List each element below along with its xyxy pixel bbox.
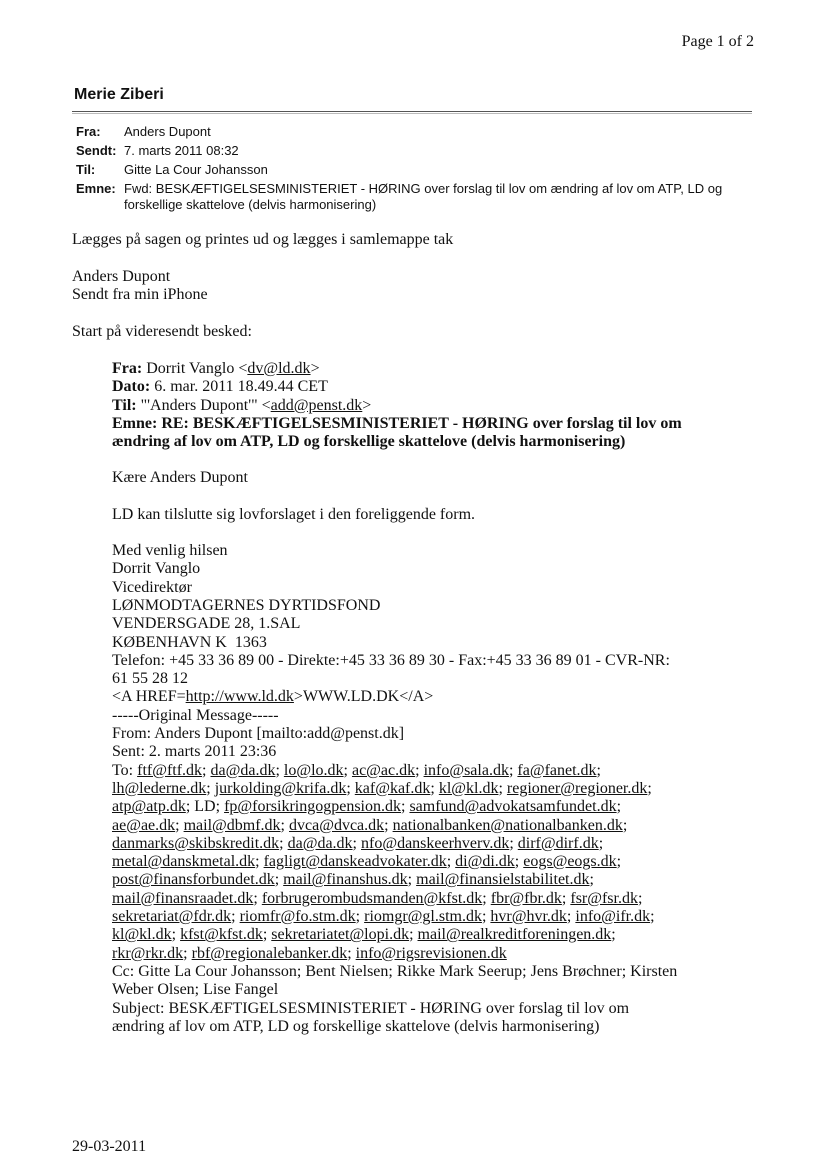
- recipient-email-link[interactable]: kl@kl.dk: [438, 779, 499, 797]
- fwd-from-name: Dorrit Vanglo <: [146, 360, 248, 377]
- fwd-message: LD kan tilslutte sig lovforslaget i den foreliggende form.: [112, 505, 476, 523]
- from-value: Anders Dupont: [124, 124, 211, 139]
- fwd-from-email-link[interactable]: dv@ld.dk: [247, 360, 311, 377]
- recipient-email-link[interactable]: da@da.dk: [210, 761, 276, 779]
- fwd-signature-phone: Telefon: +45 33 36 89 00 - Direkte:+45 33 36 89 30 - Fax:+45 33 36 89 01 - CVR-NR: 61 55 28 12: [112, 651, 670, 688]
- recipient-email-link[interactable]: info@ifr.dk: [575, 908, 651, 926]
- recipient-email-link[interactable]: mail@realkreditforeningen.dk: [417, 926, 612, 944]
- original-from: From: Anders Dupont [mailto:add@penst.dk]: [112, 725, 405, 743]
- signature-name: Anders Dupont: [72, 267, 171, 285]
- fwd-subject-label: Emne:: [112, 414, 158, 432]
- recipient-email-link[interactable]: dvca@dvca.dk: [289, 816, 385, 834]
- fwd-signature-street: VENDERSGADE 28, 1.SAL: [112, 615, 301, 633]
- recipient-email-link[interactable]: forbrugerombudsmanden@kfst.dk: [261, 889, 483, 907]
- subject-label: Emne:: [76, 181, 116, 196]
- recipient-email-link[interactable]: danmarks@skibskredit.dk: [112, 834, 280, 852]
- body-instruction: Lægges på sagen og printes ud og lægges i samlemappe tak: [72, 231, 454, 248]
- original-to-label: To:: [112, 761, 138, 779]
- email-body: [72, 231, 453, 341]
- sent-label: Sendt:: [76, 143, 117, 158]
- page-number: Page 1 of 2: [681, 33, 754, 50]
- fwd-subject-value: RE: BESKÆFTIGELSESMINISTERIET - HØRING over forslag til lov om ændring af lov om ATP, LD og forskellige skattelove (delvis harmonisering): [112, 414, 682, 451]
- header-sent-row: [76, 143, 756, 159]
- fwd-website-line: [112, 688, 682, 706]
- header-subject-row: [76, 181, 756, 213]
- website-link[interactable]: http://www.ld.dk: [185, 688, 294, 706]
- recipient-email-link[interactable]: mail@dbmf.dk: [183, 816, 281, 834]
- recipient-email-link[interactable]: ae@ae.dk: [112, 816, 176, 834]
- fwd-signature-city: KØBENHAVN K 1363: [112, 633, 267, 651]
- fwd-signature-name: Dorrit Vanglo: [112, 560, 201, 578]
- recipient-email-link[interactable]: fbr@fbr.dk: [490, 889, 562, 907]
- recipient-email-link[interactable]: nationalbanken@nationalbanken.dk: [392, 816, 623, 834]
- recipient-email-link[interactable]: fp@forsikringogpension.dk: [224, 798, 401, 816]
- original-to-line: [112, 762, 682, 963]
- fwd-to-name: "'Anders Dupont'" <: [140, 396, 271, 414]
- forward-intro: Start på videresendt besked:: [72, 322, 252, 340]
- header-from-row: [76, 124, 756, 140]
- signature-device: Sendt fra min iPhone: [72, 286, 208, 303]
- recipient-email-link[interactable]: atp@atp.dk: [112, 798, 186, 816]
- from-label: Fra:: [76, 124, 101, 139]
- to-value: Gitte La Cour Johansson: [124, 162, 268, 177]
- fwd-signature-org: LØNMODTAGERNES DYRTIDSFOND: [112, 596, 381, 614]
- fwd-signature-title: Vicedirektør: [112, 578, 192, 596]
- recipient-email-link[interactable]: ftf@ftf.dk: [137, 761, 203, 779]
- forwarded-message: [112, 360, 682, 1036]
- original-cc: Cc: Gitte La Cour Johansson; Bent Nielsen; Rikke Mark Seerup; Jens Brøchner; Kirsten Weber Olsen; Lise Fangel: [112, 962, 678, 999]
- recipient-email-link[interactable]: rbf@regionalebanker.dk: [191, 944, 348, 962]
- recipient-email-link[interactable]: lo@lo.dk: [283, 761, 344, 779]
- recipient-email-link[interactable]: fa@fanet.dk: [517, 761, 597, 779]
- fwd-date-line: [112, 378, 682, 396]
- sent-value: 7. marts 2011 08:32: [124, 143, 239, 158]
- recipient-email-link[interactable]: hvr@hvr.dk: [490, 908, 567, 926]
- href-suffix: >WWW.LD.DK</A>: [293, 688, 434, 706]
- fwd-date-value: 6. mar. 2011 18.49.44 CET: [154, 378, 328, 396]
- fwd-date-label: Dato:: [112, 378, 151, 396]
- recipient-email-link[interactable]: metal@danskmetal.dk: [112, 853, 256, 871]
- original-sent: Sent: 2. marts 2011 23:36: [112, 743, 277, 761]
- recipient-email-link[interactable]: info@sala.dk: [423, 761, 509, 779]
- recipient-email-link[interactable]: eogs@eogs.dk: [523, 853, 617, 871]
- subject-value: Fwd: BESKÆFTIGELSESMINISTERIET - HØRING over forslag til lov om ændring af lov om ATP, LD og forskellige skattelove (delvis harmonisering): [124, 181, 723, 212]
- recipient-email-link[interactable]: rkr@rkr.dk: [112, 944, 184, 962]
- fwd-from-label: Fra:: [112, 360, 143, 377]
- recipient-email-link[interactable]: di@di.dk: [455, 853, 515, 871]
- recipient-email-link[interactable]: sekretariatet@lopi.dk: [271, 926, 410, 944]
- original-subject: Subject: BESKÆFTIGELSESMINISTERIET - HØRING over forslag til lov om ændring af lov om ATP, LD og forskellige skattelove (delvis harmonisering): [112, 999, 630, 1035]
- recipient-email-link[interactable]: da@da.dk: [287, 834, 353, 852]
- recipient-email-link[interactable]: riomfr@fo.stm.dk: [239, 908, 356, 926]
- recipient-email-link[interactable]: sekretariat@fdr.dk: [112, 908, 232, 926]
- fwd-to-line: [112, 397, 682, 415]
- recipient-email-link[interactable]: kfst@kfst.dk: [180, 926, 263, 944]
- recipient-email-link[interactable]: nfo@danskeerhverv.dk: [361, 834, 510, 852]
- recipient-list: ftf@ftf.dk; da@da.dk; lo@lo.dk; ac@ac.dk; info@sala.dk; fa@fanet.dk; lh@lederne.dk; jurkolding@krifa.dk; kaf@kaf.dk; kl@kl.dk; regioner@regioner.dk; atp@atp.dk; LD; fp@forsikringogpension.dk; samfund@advokatsamfundet.dk; ae@ae.dk; mail@dbmf.dk; dvca@dvca.dk; nationalbanken@nationalbanken.dk; danmarks@skibskredit.dk; da@da.dk; nfo@danskeerhverv.dk; dirf@dirf.dk; metal@danskmetal.dk; fagligt@danskeadvokater.dk; di@di.dk; eogs@eogs.dk; post@finansforbundet.dk; mail@finanshus.dk; mail@finansielstabilitet.dk; mail@finansraadet.dk; forbrugerombudsmanden@kfst.dk; fbr@fbr.dk; fsr@fsr.dk; sekretariat@fdr.dk; riomfr@fo.stm.dk; riomgr@gl.stm.dk; hvr@hvr.dk; info@ifr.dk; kl@kl.dk; kfst@kfst.dk; sekretariatet@lopi.dk; mail@realkreditforeningen.dk; rkr@rkr.dk; rbf@regionalebanker.dk; info@rigsrevisionen.dk: [112, 761, 655, 962]
- recipient-email-link[interactable]: mail@finanshus.dk: [283, 871, 408, 889]
- recipient-email-link[interactable]: mail@finansraadet.dk: [112, 889, 254, 907]
- recipient-email-link[interactable]: mail@finansielstabilitet.dk: [416, 871, 590, 889]
- recipient-email-link[interactable]: info@rigsrevisionen.dk: [355, 944, 507, 962]
- recipient-email-link[interactable]: fagligt@danskeadvokater.dk: [263, 853, 447, 871]
- recipient-email-link[interactable]: regioner@regioner.dk: [506, 779, 648, 797]
- recipient-email-link[interactable]: riomgr@gl.stm.dk: [364, 908, 482, 926]
- fwd-to-label: Til:: [112, 396, 137, 414]
- fwd-to-close: >: [362, 396, 372, 414]
- fwd-from-close: >: [310, 360, 320, 377]
- email-header: [76, 124, 756, 216]
- header-to-row: [76, 162, 756, 178]
- fwd-subject-line: [112, 415, 682, 452]
- href-prefix: <A HREF=: [112, 688, 186, 706]
- recipient-email-link[interactable]: kl@kl.dk: [112, 926, 172, 944]
- recipient-email-link[interactable]: fsr@fsr.dk: [570, 889, 638, 907]
- recipient-email-link[interactable]: jurkolding@krifa.dk: [214, 779, 347, 797]
- fwd-greeting: Kære Anders Dupont: [112, 469, 248, 487]
- original-separator: -----Original Message-----: [112, 706, 279, 724]
- recipient-email-link[interactable]: kaf@kaf.dk: [354, 779, 431, 797]
- recipient-email-link[interactable]: ac@ac.dk: [351, 761, 416, 779]
- fwd-from-line: [112, 360, 682, 378]
- recipient-email-link[interactable]: post@finansforbundet.dk: [112, 871, 275, 889]
- recipient-name: LD: [194, 798, 216, 816]
- footer-date: 29-03-2011: [72, 1138, 147, 1155]
- recipient-email-link[interactable]: samfund@advokatsamfundet.dk: [409, 798, 617, 816]
- header-divider: [72, 111, 752, 114]
- to-label: Til:: [76, 162, 96, 177]
- fwd-to-email-link[interactable]: add@penst.dk: [270, 396, 363, 414]
- mailbox-owner-name: Merie Ziberi: [74, 86, 164, 103]
- recipient-email-link[interactable]: lh@lederne.dk: [112, 779, 207, 797]
- recipient-email-link[interactable]: dirf@dirf.dk: [517, 834, 599, 852]
- fwd-closing: Med venlig hilsen: [112, 542, 228, 560]
